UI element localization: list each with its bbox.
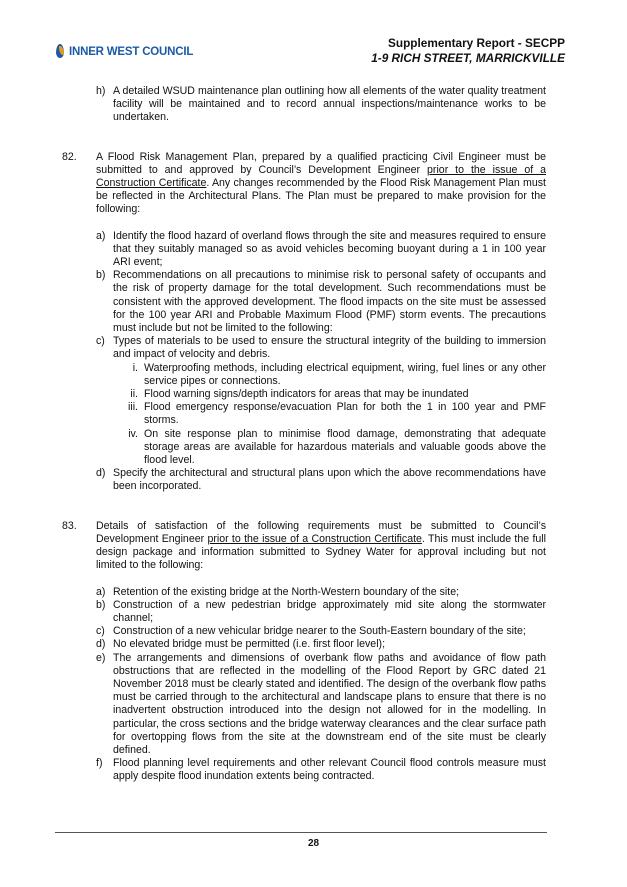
list-item: f) Flood planning level requirements and other relevant Council flood controls measure must apply despite flood inundation extents being contracted. [96,757,546,783]
list-item: c) Types of materials to be used to ensure the structural integrity of the building to immersion and impact of velocity and debris. [96,335,546,361]
roman-list-item: i. Waterproofing methods, including electrical equipment, wiring, fuel lines or any other service pipes or connections. [132,361,546,387]
list-item: e) The arrangements and dimensions of overbank flow paths and avoidance of flow path obstructions that are reflected in the modelling of the Flood Report by GRC dated 21 November 2018 must be clearly stated and identified. The design of the overbank flow paths must be carried through to the architectural and landscape plans to ensure that there is no inadvertent obstruction introduced into the design not allowed for in the modelling. In particular, the cross sections and the bridge waterway clearances and the clear surface path for overtopping flows from the site at the downstream end of the site must be clearly defined. [96,651,546,756]
footer-divider [55,832,547,833]
list-item: b) Construction of a new pedestrian bridge approximately mid site along the stormwater channel; [96,598,546,624]
council-logo [55,42,193,62]
list-item-h [96,85,546,125]
logo-text: INNER WEST COUNCIL [69,46,194,58]
roman-list-item: iii. Flood emergency response/evacuation Plan for both the 1 in 100 year and PMF storms. [127,401,546,427]
list-label: h) [96,85,106,97]
condition-text: A Flood Risk Management Plan, prepared by a qualified practicing Civil Engineer must be submitted to and approved by Council’s Development Engineer prior to the issue of a Construction Certificate. Any changes recommended by the Flood Risk Management Plan must be reflected in the Architectural Plans. The Plan must be prepared to make provision for the following: [96,150,546,216]
list-text: A detailed WSUD maintenance plan outlining how all elements of the water quality treatment facility will be maintained and to record annual inspections/maintenance works to be undertaken. [113,85,546,124]
list-item: c) Construction of a new vehicular bridge nearer to the South-Eastern boundary of the site; [96,625,526,638]
list-item: a) Retention of the existing bridge at the North-Western boundary of the site; [96,585,460,598]
roman-list-item: iv. On site response plan to minimise flood damage, demonstrating that adequate storage areas are available for hazardous materials and valuable goods above the flood level. [128,427,546,467]
page-header [55,36,565,70]
page-number: 28 [307,838,320,849]
underlined-text: prior to the issue of a Construction Certificate [96,163,546,190]
condition-83 [62,520,546,573]
list-item: d) No elevated bridge must be permitted (i.e. first floor level); [96,638,386,651]
condition-83-list [62,586,546,784]
report-subtitle: 1-9 RICH STREET, MARRICKVILLE [371,51,565,65]
roman-list-item: ii. Flood warning signs/depth indicators for areas that may be inundated [130,388,469,401]
report-title-block [337,36,565,66]
report-title: Supplementary Report - SECPP [388,36,565,50]
council-logo-icon [55,44,65,60]
list-item: b) Recommendations on all precautions to minimise risk to personal safety of occupants and the risk of property damage for the total development. Such recommendations must be consistent with the approved development. The flood impacts on the site must be assessed for the 100 year ARI and Probable Maximum Flood (PMF) storm events. The precautions must include but not be limited to the following: [96,269,546,335]
condition-number: 83. [62,519,77,532]
condition-82 [62,151,546,217]
condition-82-list [62,230,546,494]
condition-number: 82. [62,150,77,163]
underlined-text: prior to the issue of a Construction Certificate [207,532,422,545]
list-item: a) Identify the flood hazard of overland flows through the site and measures required to ensure that they suitably managed so as avoid vehicles becoming buoyant during a 1 in 100 year ARI event; [96,229,546,269]
document-body [62,85,546,784]
condition-text: Details of satisfaction of the following requirements must be submitted to Council’s Development Engineer prior to the issue of a Construction Certificate. This must include the full design package and information submitted to Sydney Water for approval including but not limited to the following: [96,519,546,572]
list-item: d) Specify the architectural and structural plans upon which the above recommendations have been incorporated. [96,467,546,493]
